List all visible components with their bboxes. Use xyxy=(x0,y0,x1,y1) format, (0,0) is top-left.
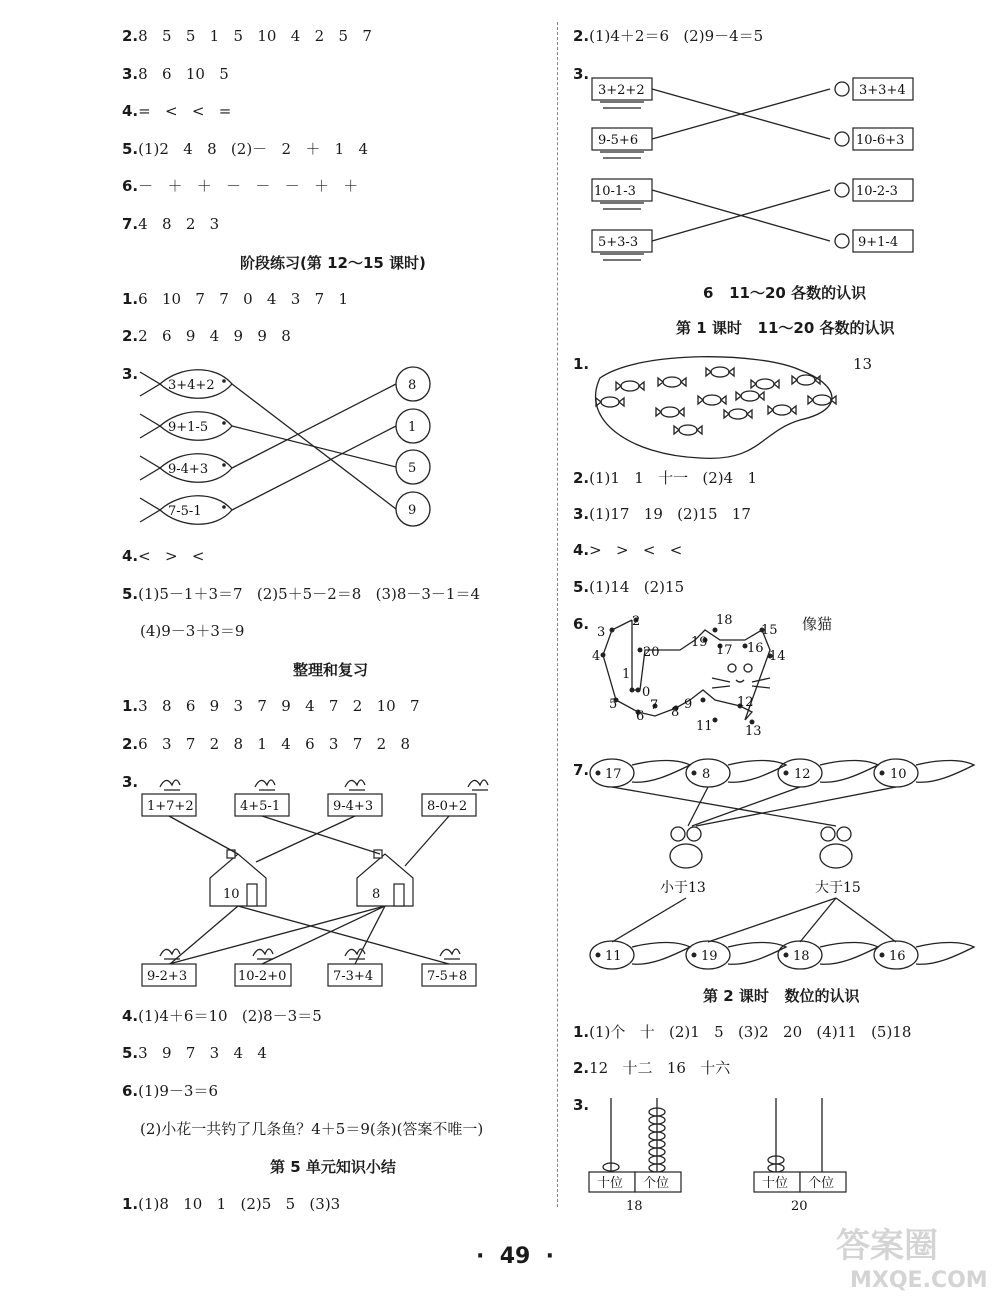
svg-text:个位: 个位 xyxy=(643,1176,670,1191)
fish-expression: 9-4+3 xyxy=(168,462,209,477)
answer-text: (1)14 (2)15 xyxy=(589,578,685,596)
frog-label: 小于13 xyxy=(660,880,706,896)
svg-text:4+5-1: 4+5-1 xyxy=(240,799,281,814)
svg-text:18: 18 xyxy=(626,1199,643,1214)
answer-line-continued: (2)小花一共钓了几条鱼？4＋5＝9(条)(答案不唯一) xyxy=(140,1120,484,1138)
answer-text: 6 10 7 7 0 4 3 7 1 xyxy=(138,290,349,308)
fish-expression: 9+1-5 xyxy=(168,420,209,435)
svg-text:9+1-4: 9+1-4 xyxy=(858,235,899,250)
dot-label: 3 xyxy=(597,625,606,640)
dot-label: 9 xyxy=(684,697,693,712)
svg-text:9-4+3: 9-4+3 xyxy=(333,799,374,814)
item-number: 4. xyxy=(122,547,139,565)
bubble-value: 5 xyxy=(408,461,417,476)
lesson-title: 第 1 课时 11～20 各数的认识 xyxy=(676,319,895,337)
answer-text: (1)4＋2＝6 (2)9－4＝5 xyxy=(589,27,764,45)
watermark-logo: 答案圈 xyxy=(836,1226,938,1266)
dot-label: 2 xyxy=(632,614,641,629)
svg-text:7-3+4: 7-3+4 xyxy=(333,969,374,984)
answer-text: 12 十二 16 十六 xyxy=(589,1059,731,1077)
section-title: 整理和复习 xyxy=(293,661,369,679)
abacus-2 xyxy=(754,1098,846,1214)
svg-text:19: 19 xyxy=(701,949,718,964)
answer-text: > > < < xyxy=(589,541,683,559)
item-number: 3. xyxy=(573,505,590,523)
bubble-value: 9 xyxy=(408,503,417,518)
bullet-icon: · xyxy=(545,1244,554,1269)
svg-text:9-5+6: 9-5+6 xyxy=(598,133,639,148)
svg-text:9-2+3: 9-2+3 xyxy=(147,969,188,984)
dot-label: 12 xyxy=(737,695,754,710)
answer-text: < > < xyxy=(138,547,205,565)
dot-label: 0 xyxy=(642,685,651,700)
answer-text: (1)2 4 8 (2)－ 2 ＋ 1 4 xyxy=(138,140,369,158)
answer-text: 3 9 7 3 4 4 xyxy=(138,1044,267,1062)
svg-text:7-5+8: 7-5+8 xyxy=(427,969,468,984)
answer-text: 8 5 5 1 5 10 4 2 5 7 xyxy=(138,27,372,45)
answer-text: 13 xyxy=(853,355,873,373)
svg-text:5+3-3: 5+3-3 xyxy=(598,235,639,250)
svg-text:10: 10 xyxy=(890,767,907,782)
item-number: 1. xyxy=(122,1195,139,1213)
svg-text:8-0+2: 8-0+2 xyxy=(427,799,468,814)
answer-text: 3 8 6 9 3 7 9 4 7 2 10 7 xyxy=(138,697,420,715)
item-number: 2. xyxy=(573,469,590,487)
svg-text:10-2+0: 10-2+0 xyxy=(238,969,287,984)
item-number: 5. xyxy=(573,578,590,596)
answer-line-continued: (4)9－3＋3＝9 xyxy=(140,622,245,640)
dot-label: 18 xyxy=(716,613,733,628)
item-number-3: 3. xyxy=(122,365,139,383)
bubble-value: 8 xyxy=(408,378,417,393)
dot-label: 17 xyxy=(716,643,733,658)
item-number: 1. xyxy=(122,697,139,715)
page-number: · 49 · xyxy=(476,1244,554,1269)
answer-text: (1)个 十 (2)1 5 (3)2 20 (4)11 (5)18 xyxy=(589,1023,912,1041)
fish-expression: 3+4+2 xyxy=(168,378,215,393)
item-number: 7. xyxy=(573,761,590,779)
svg-text:18: 18 xyxy=(793,949,810,964)
item-number: 2. xyxy=(122,327,139,345)
svg-text:10: 10 xyxy=(223,887,240,902)
item-number: 6. xyxy=(122,1082,139,1100)
svg-text:11: 11 xyxy=(605,949,622,964)
svg-text:8: 8 xyxy=(372,887,381,902)
answer-text: 2 6 9 4 9 9 8 xyxy=(138,327,291,345)
item-number-3: 3. xyxy=(573,1096,590,1114)
dot-label: 5 xyxy=(609,697,618,712)
item-number: 5. xyxy=(122,140,139,158)
abacus-1 xyxy=(589,1098,681,1214)
dot-label: 19 xyxy=(691,635,708,650)
answer-text: － ＋ ＋ － － － ＋ ＋ xyxy=(138,177,359,195)
item-number: 1. xyxy=(573,355,590,373)
section-title: 第 5 单元知识小结 xyxy=(270,1158,396,1176)
item-number-3: 3. xyxy=(573,65,590,83)
svg-text:20: 20 xyxy=(791,1199,808,1214)
chapter-title: 6 11～20 各数的认识 xyxy=(703,284,867,302)
item-number: 2. xyxy=(573,1059,590,1077)
bubble-value: 1 xyxy=(408,420,417,435)
dot-label: 20 xyxy=(643,645,660,660)
svg-text:12: 12 xyxy=(794,767,811,782)
item-number: 6. xyxy=(573,615,590,633)
svg-text:十位: 十位 xyxy=(762,1176,789,1191)
item-number: 3. xyxy=(122,65,139,83)
item-number: 1. xyxy=(573,1023,590,1041)
fish-expression: 7-5-1 xyxy=(168,504,202,519)
answer-text: 4 8 2 3 xyxy=(138,215,220,233)
answer-text: (1)4＋6＝10 (2)8－3＝5 xyxy=(138,1007,322,1025)
item-number: 4. xyxy=(122,1007,139,1025)
item-number-3: 3. xyxy=(122,773,139,791)
dot-label: 7 xyxy=(650,698,659,713)
svg-text:3+3+4: 3+3+4 xyxy=(859,83,906,98)
dot-label: 4 xyxy=(592,649,601,664)
answer-text: (1)1 1 十一 (2)4 1 xyxy=(589,469,758,487)
svg-text:10-1-3: 10-1-3 xyxy=(594,184,636,199)
item-number: 2. xyxy=(122,27,139,45)
svg-text:10-2-3: 10-2-3 xyxy=(856,184,898,199)
svg-text:8: 8 xyxy=(702,767,711,782)
answer-text: (1)5－1＋3＝7 (2)5＋5－2＝8 (3)8－3－1＝4 xyxy=(138,585,481,603)
answer-text: (1)8 10 1 (2)5 5 (3)3 xyxy=(138,1195,341,1213)
dot-label: 8 xyxy=(671,705,680,720)
dot-label: 14 xyxy=(769,649,786,664)
bullet-icon: · xyxy=(476,1244,485,1269)
svg-text:3+2+2: 3+2+2 xyxy=(598,83,645,98)
dot-label: 15 xyxy=(761,623,778,638)
answer-text: 像猫 xyxy=(802,615,833,633)
answer-text: 6 3 7 2 8 1 4 6 3 7 2 8 xyxy=(138,735,411,753)
svg-text:1+7+2: 1+7+2 xyxy=(147,799,194,814)
watermark-url: MXQE.COM xyxy=(850,1268,988,1293)
item-number: 4. xyxy=(122,102,139,120)
dot-label: 1 xyxy=(622,667,631,682)
item-number: 2. xyxy=(122,735,139,753)
answer-text: (1)9－3＝6 xyxy=(138,1082,219,1100)
dot-label: 16 xyxy=(747,641,764,656)
item-number: 4. xyxy=(573,541,590,559)
frog-label: 大于15 xyxy=(815,880,861,896)
item-number: 5. xyxy=(122,1044,139,1062)
svg-text:个位: 个位 xyxy=(808,1176,835,1191)
answer-text: (1)17 19 (2)15 17 xyxy=(589,505,751,523)
section-title: 阶段练习(第 12～15 课时) xyxy=(240,254,426,272)
svg-text:十位: 十位 xyxy=(597,1176,624,1191)
item-number: 2. xyxy=(573,27,590,45)
answer-text: 8 6 10 5 xyxy=(138,65,229,83)
item-number: 5. xyxy=(122,585,139,603)
answer-text: = < < = xyxy=(138,102,232,120)
dot-label: 11 xyxy=(696,719,713,734)
svg-text:10-6+3: 10-6+3 xyxy=(856,133,905,148)
svg-text:17: 17 xyxy=(605,767,622,782)
item-number: 7. xyxy=(122,215,139,233)
lesson-title: 第 2 课时 数位的认识 xyxy=(703,987,860,1005)
item-number: 1. xyxy=(122,290,139,308)
dot-label: 13 xyxy=(745,724,762,739)
dot-label: 6 xyxy=(636,709,645,724)
svg-text:16: 16 xyxy=(889,949,906,964)
item-number: 6. xyxy=(122,177,139,195)
